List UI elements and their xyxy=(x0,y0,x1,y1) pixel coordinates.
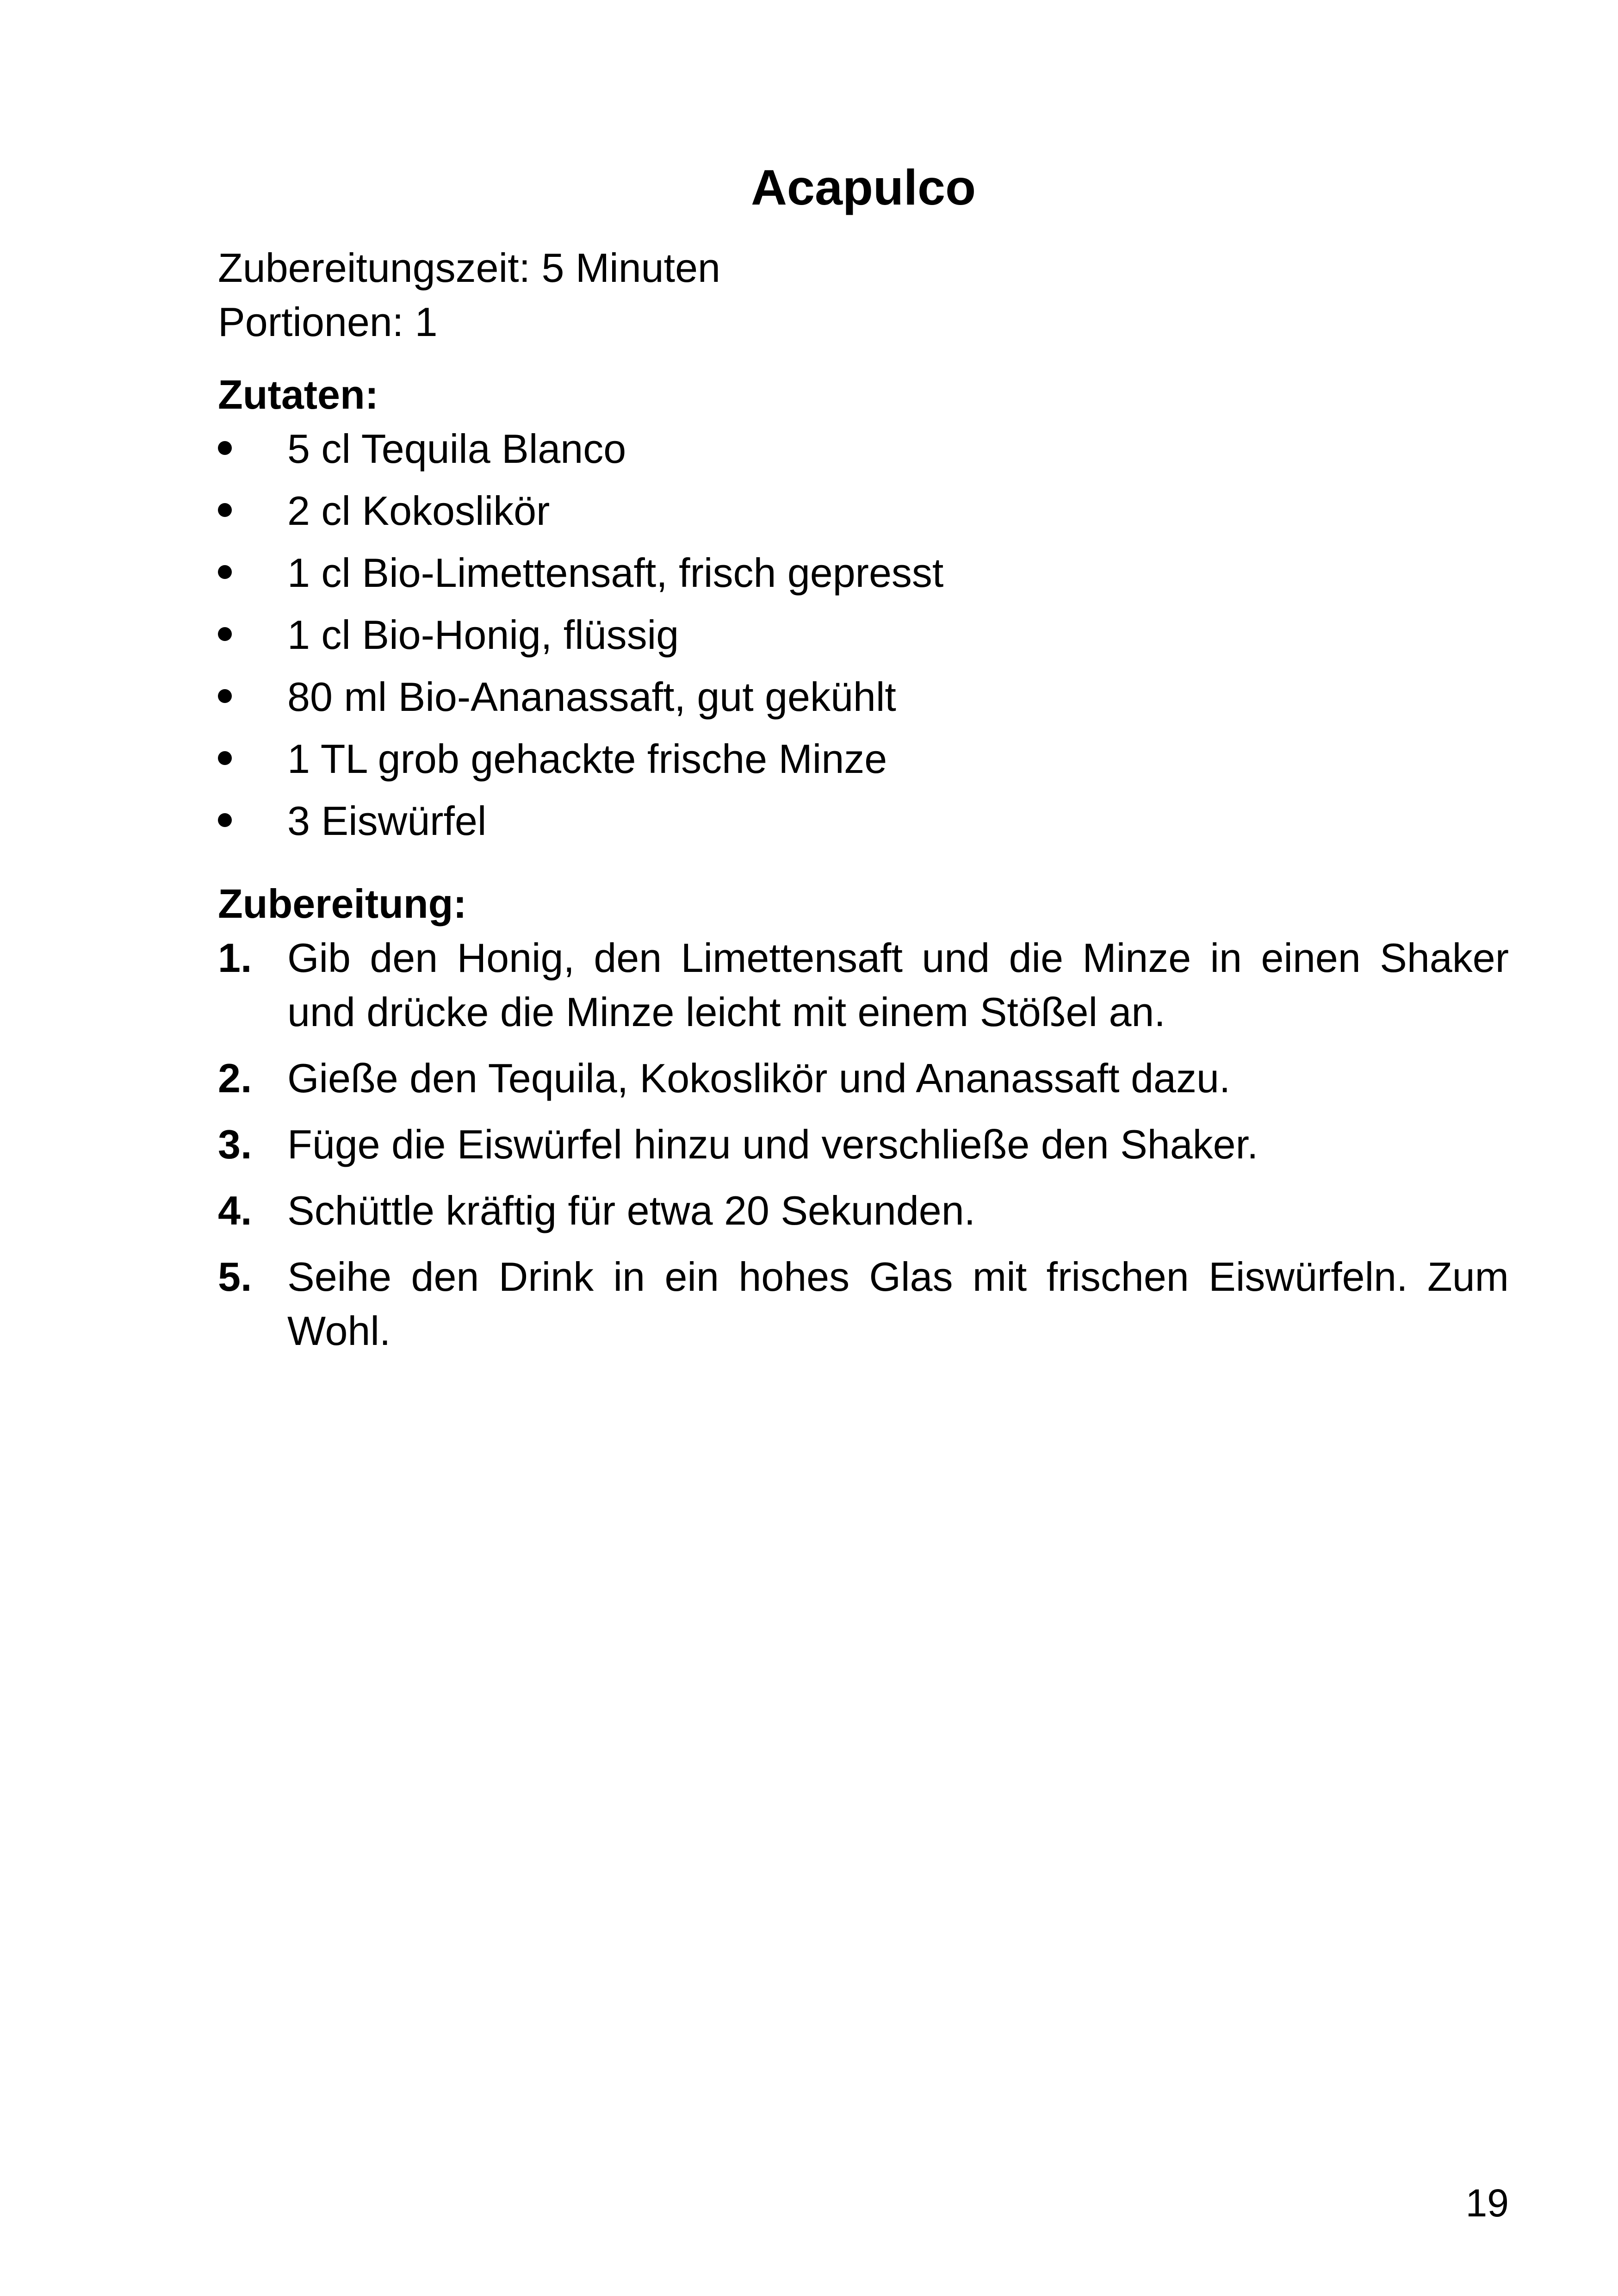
ingredients-list xyxy=(218,422,1509,848)
ingredients-heading: Zutaten: xyxy=(218,372,379,417)
page-number: 19 xyxy=(1465,2181,1509,2225)
bullet-icon xyxy=(218,627,232,641)
ingredient-item xyxy=(218,546,1509,600)
step-number: 1. xyxy=(218,935,252,981)
step-text: Seihe den Drink in ein hohes Glas mit frischen Eiswürfeln. Zum Wohl. xyxy=(287,1254,1509,1354)
step-item xyxy=(218,931,1509,1039)
step-item xyxy=(218,1250,1509,1358)
steps-list xyxy=(218,931,1509,1358)
bullet-icon xyxy=(218,441,232,455)
ingredient-item xyxy=(218,422,1509,476)
step-item xyxy=(218,1183,1509,1238)
prep-time: Zubereitungszeit: 5 Minuten xyxy=(218,245,720,291)
bullet-icon xyxy=(218,503,232,517)
step-number: 4. xyxy=(218,1188,252,1233)
ingredient-item xyxy=(218,794,1509,848)
ingredient-item xyxy=(218,608,1509,662)
ingredient-text: 2 cl Kokoslikör xyxy=(287,488,550,534)
ingredient-text: 1 cl Bio-Limettensaft, frisch gepresst xyxy=(287,550,944,596)
step-item xyxy=(218,1051,1509,1105)
step-text: Schüttle kräftig für etwa 20 Sekunden. xyxy=(287,1188,976,1233)
step-number: 2. xyxy=(218,1055,252,1101)
recipe-content xyxy=(218,153,1509,1370)
bullet-icon xyxy=(218,689,232,703)
step-text: Gieße den Tequila, Kokoslikör und Ananassaft dazu. xyxy=(287,1055,1231,1101)
bullet-icon xyxy=(218,565,232,579)
ingredient-item xyxy=(218,670,1509,724)
bullet-icon xyxy=(218,813,232,827)
ingredient-item xyxy=(218,484,1509,538)
step-number: 3. xyxy=(218,1121,252,1167)
ingredient-text: 5 cl Tequila Blanco xyxy=(287,426,626,472)
ingredient-text: 80 ml Bio-Ananassaft, gut gekühlt xyxy=(287,674,896,720)
recipe-title: Acapulco xyxy=(750,159,976,215)
step-text: Füge die Eiswürfel hinzu und verschließe den Shaker. xyxy=(287,1121,1258,1167)
ingredient-item xyxy=(218,732,1509,786)
bullet-icon xyxy=(218,751,232,765)
step-text: Gib den Honig, den Limettensaft und die Minze in einen Shaker und drücke die Minze leicht mit einem Stößel an. xyxy=(287,935,1509,1035)
ingredient-text: 3 Eiswürfel xyxy=(287,798,487,844)
ingredient-text: 1 TL grob gehackte frische Minze xyxy=(287,736,887,782)
servings: Portionen: 1 xyxy=(218,299,438,345)
step-number: 5. xyxy=(218,1254,252,1300)
steps-heading: Zubereitung: xyxy=(218,881,467,927)
step-item xyxy=(218,1117,1509,1171)
ingredient-text: 1 cl Bio-Honig, flüssig xyxy=(287,612,679,658)
